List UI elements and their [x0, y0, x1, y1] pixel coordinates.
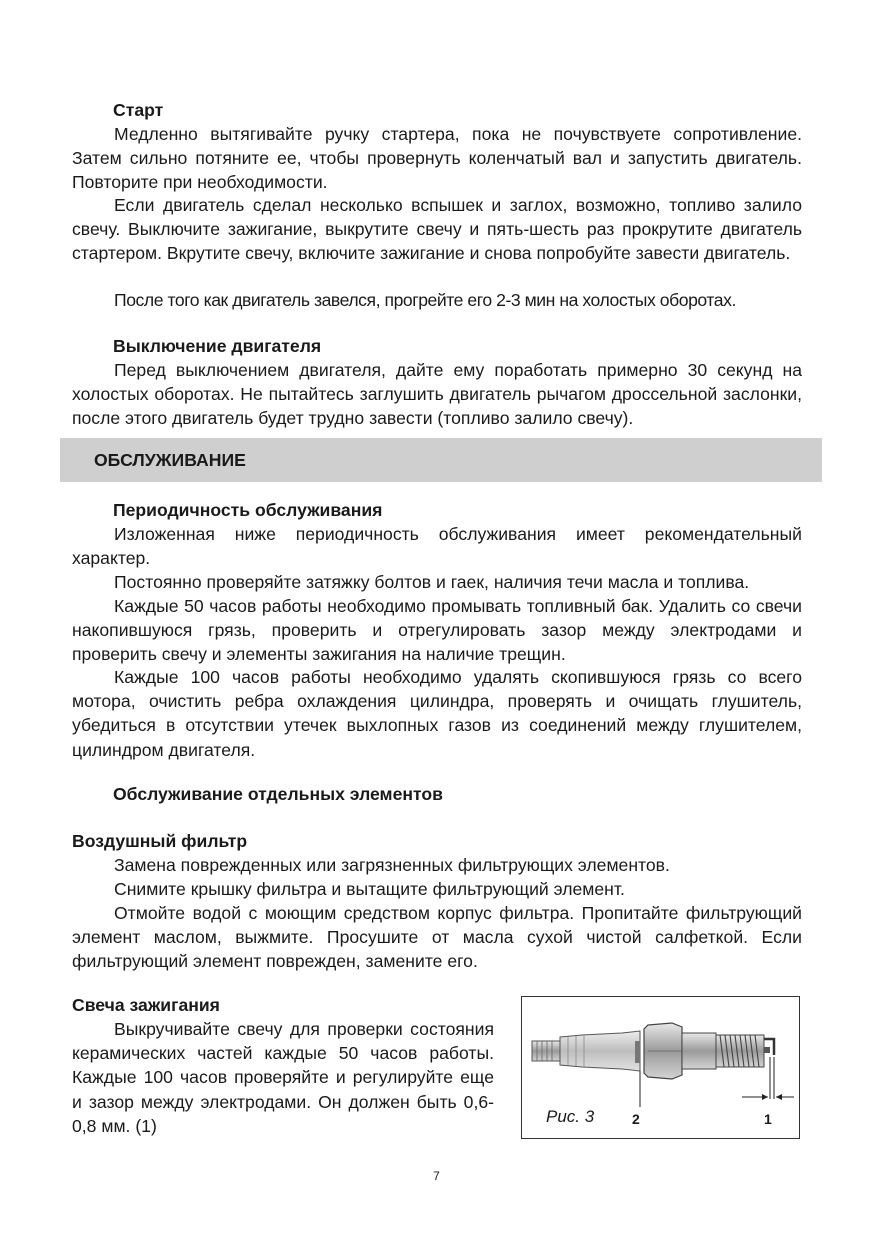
- paragraph-spark-plug-1: Выкручивайте свечу для проверки состояния керамических частей каждые 50 часов работы. Каждые 100 часов проверяйте и регулируйте еще и зазор между электродами. Он должен быть 0,6-0,8 мм. (1): [72, 1019, 494, 1136]
- section-band-maintenance: [60, 438, 822, 482]
- paragraph-start-3: После того как двигатель завелся, прогрейте его 2-3 мин на холостых оборотах.: [114, 290, 736, 310]
- paragraph-periodicity-3: Каждые 50 часов работы необходимо промывать топливный бак. Удалить со свечи накопившуюся грязь, проверить и отрегулировать зазор между электродами и проверить свечу и элементы зажигания на наличие трещин.: [72, 596, 802, 665]
- figure-caption: Рис. 3: [546, 1107, 595, 1126]
- page-number: 7: [433, 1169, 440, 1183]
- heading-shutdown: Выключение двигателя: [113, 336, 322, 356]
- paragraph-periodicity-4: Каждые 100 часов работы необходимо удалять скопившуюся грязь со всего мотора, очистить ребра охлаждения цилиндра, проверять и очищать глушитель, убедиться в отсутствии утечек выхлопных газов из соединений между глушителем, цилиндром двигателя.: [72, 667, 802, 760]
- figure-label-1: 1: [764, 1111, 772, 1127]
- section-title-maintenance: ОБСЛУЖИВАНИЕ: [94, 450, 246, 470]
- paragraph-air-filter-2: Снимите крышку фильтра и вытащите фильтрующий элемент.: [114, 879, 625, 899]
- heading-elements: Обслуживание отдельных элементов: [113, 784, 443, 804]
- paragraph-air-filter-1: Замена поврежденных или загрязненных фильтрующих элементов.: [114, 855, 670, 875]
- heading-start: Старт: [113, 100, 164, 120]
- paragraph-periodicity-1: Изложенная ниже периодичность обслуживания имеет рекомендательный характер.: [72, 524, 802, 569]
- paragraph-shutdown-1: Перед выключением двигателя, дайте ему поработать примерно 30 секунд на холостых оборотах. Не пытайтесь заглушить двигатель рычагом дроссельной заслонки, после этого двигатель будет трудно завести (топливо залило свечу).: [72, 360, 802, 429]
- figure-label-2: 2: [632, 1111, 640, 1127]
- paragraph-start-1: Медленно вытягивайте ручку стартера, пока не почувствуете сопротивление. Затем сильно потяните ее, чтобы провернуть коленчатый вал и запустить двигатель. Повторите при необходимости.: [72, 124, 802, 193]
- heading-air-filter: Воздушный фильтр: [72, 831, 248, 851]
- paragraph-air-filter-3: Отмойте водой с моющим средством корпус фильтра. Пропитайте фильтрующий элемент маслом, выжмите. Просушите от масла сухой чистой салфеткой. Если фильтрующий элемент поврежден, замените его.: [72, 903, 802, 972]
- heading-spark-plug: Свеча зажигания: [72, 995, 220, 1015]
- paragraph-periodicity-2: Постоянно проверяйте затяжку болтов и гаек, наличия течи масла и топлива.: [114, 572, 750, 592]
- heading-periodicity: Периодичность обслуживания: [113, 500, 383, 520]
- paragraph-start-2: Если двигатель сделал несколько вспышек и заглох, возможно, топливо залило свечу. Выключите зажигание, выкрутите свечу и пять-шесть раз прокрутите двигатель стартером. Вкрутите свечу, включите зажигание и снова попробуйте завести двигатель.: [72, 195, 802, 264]
- figure-spark-plug: [521, 996, 800, 1139]
